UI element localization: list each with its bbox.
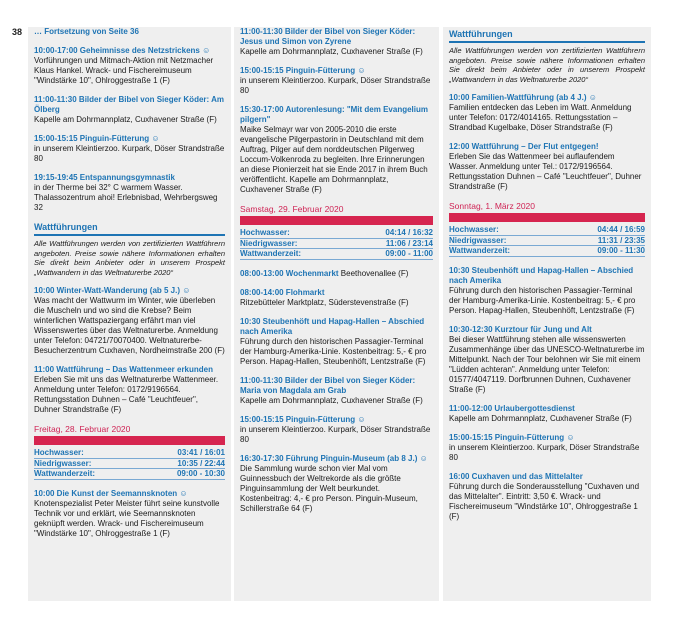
event-description: Kapelle am Dohrmannplatz, Cuxhavener Straße (F) xyxy=(34,115,217,124)
tide-value: 11:06 / 23:14 xyxy=(385,238,433,248)
event-item xyxy=(240,376,433,406)
tide-label: Niedrigwasser: xyxy=(34,458,92,468)
event-item xyxy=(449,142,645,192)
column-3 xyxy=(443,27,651,601)
column-2 xyxy=(234,27,439,601)
event-description: Kapelle am Dohrmannplatz, Cuxhavener Straße (F) xyxy=(449,413,632,423)
day-bar xyxy=(34,436,225,445)
event-description: Führung durch die Sonderausstellung "Cuxhaven und das Mittelalter". Eintritt: 3,50 €. Wrack- und Fischereimuseum "Windstärke 10", Ohlroggestraße 1 (F) xyxy=(449,481,640,521)
event-description: Ritzebütteler Marktplatz, Süderstevenstraße (F) xyxy=(240,297,409,307)
event-list xyxy=(240,27,433,195)
tide-value: 09:00 - 10:30 xyxy=(176,469,225,478)
section-divider xyxy=(34,234,225,236)
event-item xyxy=(34,134,225,164)
section-heading-wattfuehrungen: Wattführungen xyxy=(449,29,513,39)
column-1 xyxy=(28,27,231,601)
event-item xyxy=(240,317,433,367)
event-item xyxy=(240,288,433,308)
event-title: 15:00-15:15 Pinguin-Fütterung ☺ xyxy=(34,134,160,143)
event-list xyxy=(449,266,645,522)
day-heading: Sonntag, 1. März 2020 xyxy=(449,201,536,211)
event-description: in unserem Kleintierzoo. Kurpark, Döser Strandstraße 80 xyxy=(240,424,431,444)
event-title: 11:00-12:00 Urlaubergottesdienst xyxy=(449,403,575,413)
tide-label: Wattwanderzeit: xyxy=(449,246,511,255)
tide-label: Hochwasser: xyxy=(34,448,84,457)
day-bar xyxy=(240,216,433,225)
tide-row xyxy=(240,228,433,239)
continued-note: … Fortsetzung von Seite 36 xyxy=(34,27,139,36)
event-item xyxy=(449,93,645,133)
tide-table xyxy=(449,225,645,257)
event-description: Führung durch den historischen Passagier-Terminal der Hamburg-Amerika-Linie. Kostenbeitrag: 5,- € pro Person. Hapag-Hallen, Steubenhöft, Lentzstraße (F) xyxy=(449,285,636,315)
tide-value: 09:00 - 11:30 xyxy=(597,246,645,255)
event-title: 15:00-15:15 Pinguin-Fütterung ☺ xyxy=(449,432,575,442)
event-title: 11:00 Wattführung – Das Wattenmeer erkunden xyxy=(34,365,213,374)
tide-row xyxy=(449,225,645,236)
event-title: 10:30 Steubenhöft und Hapag-Hallen – Abschied nach Amerika xyxy=(240,316,425,336)
event-description: Knotenspezialist Peter Meister führt seine kunstvolle Technik vor und erklärt, wie Seemannsknoten geknüpft werden. Wrack- und Fischereimuseum "Windstärke 10", Ohlroggestraße 1 (F) xyxy=(34,498,220,538)
section-divider xyxy=(449,41,645,43)
event-item xyxy=(34,489,225,539)
event-title: 19:15-19:45 Entspannungsgymnastik xyxy=(34,173,175,182)
tide-table xyxy=(34,448,225,480)
event-description: Die Sammlung wurde schon vier Mal vom Guinnessbuch der Weltrekorde als die größte Pinguinsammlung der Welt beurkundet. Kostenbeitrag: 4,- € pro Person. Pinguin-Museum, Schillerstraße 64 (F) xyxy=(240,463,418,513)
event-item xyxy=(240,105,433,195)
tide-value: 09:00 - 11:00 xyxy=(385,249,433,258)
tide-value: 04:14 / 16:32 xyxy=(385,228,433,237)
event-list xyxy=(449,93,645,192)
event-item xyxy=(449,433,645,463)
event-description: in der Therme bei 32° C warmem Wasser. Thalassozentrum ahoi! Erlebnisbad, Wehrbergsweg 32 xyxy=(34,183,218,212)
tide-row xyxy=(34,459,225,470)
event-title: 11:00-11:30 Bilder der Bibel von Sieger Köder: Am Ölberg xyxy=(34,95,224,114)
section-intro: Alle Wattführungen werden von zertifizierten Wattführern angeboten. Preise sowie nähere Informationen erhalten Sie direkt beim Anbieter oder in unserem Prospekt „Wattwandern in das Weltnaturerbe 2020“ xyxy=(34,239,225,277)
event-title: 11:00-11:30 Bilder der Bibel von Sieger Köder: Jesus und Simon von Zyrene xyxy=(240,27,416,46)
tide-label: Wattwanderzeit: xyxy=(34,469,96,478)
tide-row xyxy=(449,246,645,257)
event-title: 10:00 Die Kunst der Seemannsknoten ☺ xyxy=(34,488,188,498)
tide-row xyxy=(240,239,433,250)
event-description: Familien entdecken das Leben im Watt. Anmeldung unter Telefon: 0172/4014165. Rettungsstation – Strandbad Kugelbake, Döser Strandstraße (F) xyxy=(449,103,632,132)
event-list xyxy=(34,286,225,415)
event-title: 10:00 Winter-Watt-Wanderung (ab 5 J.) ☺ xyxy=(34,286,191,295)
event-description: Führung durch den historischen Passagier-Terminal der Hamburg-Amerika-Linie. Kostenbeitrag: 5,- € pro Person. Hapag-Hallen, Steubenhöft, Lentzstraße (F) xyxy=(240,336,427,366)
event-title: 16:30-17:30 Führung Pinguin-Museum (ab 8 J.) ☺ xyxy=(240,453,428,463)
event-item xyxy=(240,269,433,279)
event-title: 10:30-12:30 Kurztour für Jung und Alt xyxy=(449,324,592,334)
page-number: 38 xyxy=(12,27,23,37)
tide-label: Niedrigwasser: xyxy=(240,238,298,248)
event-title: 16:00 Cuxhaven und das Mittelalter xyxy=(449,471,583,481)
event-description: Vorführungen und Mitmach-Aktion mit Netzmacher Klaus Hankel. Wrack- und Fischereimuseum "Windstärke 10", Ohlroggestraße 1 (F) xyxy=(34,56,214,85)
event-item xyxy=(240,415,433,445)
tide-value: 04:44 / 16:59 xyxy=(597,225,645,234)
event-list xyxy=(34,46,225,213)
event-title: 10:00-17:00 Geheimnisse des Netzstrickens ☺ xyxy=(34,46,211,55)
event-description: Was macht der Wattwurm im Winter, wie überleben die Muscheln und wo sind die Krebse? Beim winterlichen Wattspaziergang erfährt man viel Wissenswertes über das Weltnaturerbe. Anmeldung unter Telefon: 04721/70070400. Weltnaturerbe-Besucherzentrum Cuxhaven, Nordheimstraße 200 (F) xyxy=(34,296,225,355)
event-description: in unserem Kleintierzoo. Kurpark, Döser Strandstraße 80 xyxy=(34,144,225,163)
event-description: Bei dieser Wattführung stehen alle wissenswerten Zusammenhänge über das UNESCO-Weltnaturerbe im Mittelpunkt. Nach der Tour belohnen wir Sie mit einem "Lüdden achteran". Anmeldung unter Telefon: 01577/4047119. Dorfbrunnen Duhnen, Cuxhavener Straße (F) xyxy=(449,334,645,394)
tide-label: Hochwasser: xyxy=(240,228,290,237)
tide-value: 11:31 / 23:35 xyxy=(597,235,645,245)
event-title: 15:00-15:15 Pinguin-Fütterung ☺ xyxy=(240,66,366,75)
tide-value: 03:41 / 16:01 xyxy=(177,448,225,457)
day-heading: Freitag, 28. Februar 2020 xyxy=(34,424,131,434)
tide-label: Wattwanderzeit: xyxy=(240,249,302,258)
event-title: 10:30 Steubenhöft und Hapag-Hallen – Abschied nach Amerika xyxy=(449,265,634,285)
event-description: in unserem Kleintierzoo. Kurpark, Döser Strandstraße 80 xyxy=(240,76,431,95)
event-item xyxy=(449,404,645,424)
event-list xyxy=(240,269,433,514)
event-item xyxy=(34,286,225,356)
event-title: 08:00-13:00 Wochenmarkt xyxy=(240,268,339,278)
tide-row xyxy=(240,249,433,260)
tide-row xyxy=(34,469,225,480)
event-description: Maike Selmayr war von 2005-2010 die erste evangelische Pilgerpastorin in Deutschland mit dem Auftrag, Pilger auf dem norddeutschen Pilgerweg Loccum-Volkenroda zu begleiten. Ihre Erinnerungen an diese Pionierzeit hat sie Ende 2017 in ihrem Buch veröffentlicht. Kapelle am Dohrmannplatz, Cuxhavener Straße (F) xyxy=(240,125,428,194)
tide-label: Hochwasser: xyxy=(449,225,499,234)
tide-row xyxy=(34,448,225,459)
tide-table xyxy=(240,228,433,260)
event-description: Kapelle am Dohrmannplatz, Cuxhavener Straße (F) xyxy=(240,47,423,56)
event-list xyxy=(34,489,225,539)
event-item xyxy=(240,66,433,96)
event-description: Erleben Sie mit uns das Weltnaturerbe Wattenmeer. Anmeldung unter Telefon: 0172/9196564. Rettungsstation Duhnen – Café "Leuchtfeuer", Duhner Strandstraße (F) xyxy=(34,375,219,414)
event-title: 10:00 Familien-Wattführung (ab 4 J.) ☺ xyxy=(449,93,597,102)
event-title: 08:00-14:00 Flohmarkt xyxy=(240,287,325,297)
event-title: 11:00-11:30 Bilder der Bibel von Sieger Köder: Maria von Magdala am Grab xyxy=(240,375,416,395)
event-item xyxy=(449,266,645,316)
event-title: 12:00 Wattführung – Der Flut entgegen! xyxy=(449,142,599,151)
tide-label: Niedrigwasser: xyxy=(449,235,507,245)
section-intro: Alle Wattführungen werden von zertifizierten Wattführern angeboten. Preise sowie nähere Informationen erhalten Sie direkt beim Anbieter oder in unserem Prospekt „Wattwandern in das Weltnaturerbe 2020“ xyxy=(449,46,645,84)
event-location: Beethovenallee (F) xyxy=(338,268,409,278)
event-item xyxy=(449,472,645,522)
event-title: 15:00-15:15 Pinguin-Fütterung ☺ xyxy=(240,414,366,424)
event-item xyxy=(240,454,433,514)
day-bar xyxy=(449,213,645,222)
event-description: Erleben Sie das Wattenmeer bei auflaufendem Wasser. Anmeldung unter Tel.: 0172/9196564. Rettungsstation Duhnen – Café "Leuchtfeuer", Duhner Strandstraße (F) xyxy=(449,152,642,191)
event-description: in unserem Kleintierzoo. Kurpark, Döser Strandstraße 80 xyxy=(449,442,640,462)
day-heading: Samstag, 29. Februar 2020 xyxy=(240,204,344,214)
section-heading-wattfuehrungen: Wattführungen xyxy=(34,222,98,232)
event-item xyxy=(34,46,225,86)
event-item xyxy=(34,95,225,125)
event-title: 15:30-17:00 Autorenlesung: "Mit dem Evangelium pilgern" xyxy=(240,105,428,124)
event-item xyxy=(449,325,645,395)
event-item xyxy=(34,173,225,213)
event-item xyxy=(34,365,225,415)
event-item xyxy=(240,27,433,57)
tide-row xyxy=(449,236,645,247)
tide-value: 10:35 / 22:44 xyxy=(177,458,225,468)
event-description: Kapelle am Dohrmannplatz, Cuxhavener Straße (F) xyxy=(240,395,423,405)
